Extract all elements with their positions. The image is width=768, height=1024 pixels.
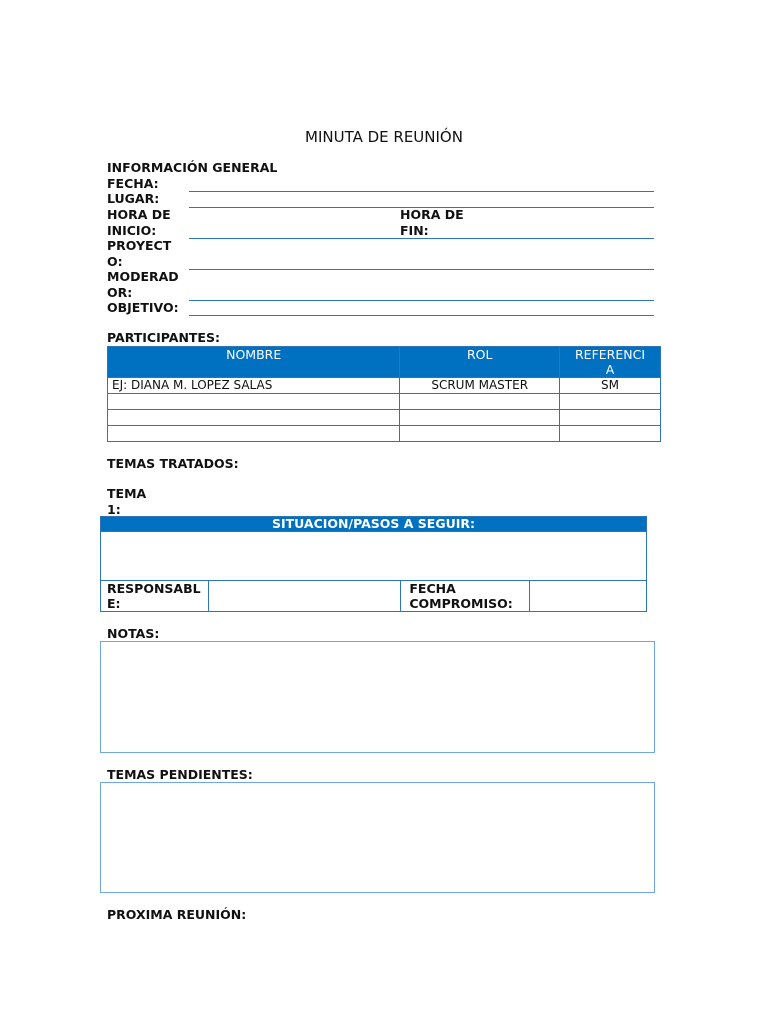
responsable-field[interactable]: [208, 581, 400, 612]
lugar-label: LUGAR:: [107, 191, 160, 206]
objetivo-field[interactable]: [189, 315, 654, 316]
responsable-row: [101, 581, 647, 612]
topics-heading: TEMAS TRATADOS:: [107, 456, 239, 471]
fecha-label: FECHA:: [107, 176, 159, 191]
participant-role[interactable]: SCRUM MASTER: [400, 378, 560, 394]
hora-inicio-field[interactable]: [189, 238, 654, 239]
situation-table: [100, 516, 647, 612]
participant-reference[interactable]: [560, 426, 661, 442]
proyecto-field[interactable]: [189, 269, 654, 270]
participant-role[interactable]: [400, 410, 560, 426]
participants-table: [107, 346, 661, 442]
moderador-field[interactable]: [189, 300, 654, 301]
participant-name[interactable]: [108, 394, 400, 410]
next-meeting-heading: PROXIMA REUNIÓN:: [107, 907, 247, 922]
participant-reference[interactable]: [560, 410, 661, 426]
participant-reference[interactable]: [560, 394, 661, 410]
column-header-referencia: REFERENCI A: [560, 347, 661, 378]
situation-header: SITUACION/PASOS A SEGUIR:: [101, 517, 647, 532]
participant-name[interactable]: [108, 410, 400, 426]
tema-label: TEMA 1:: [107, 486, 147, 517]
moderador-label: MODERAD OR:: [107, 269, 179, 300]
general-info-heading: INFORMACIÓN GENERAL: [107, 160, 278, 175]
table-row: [108, 426, 661, 442]
participant-role[interactable]: [400, 426, 560, 442]
hora-inicio-label: HORA DE INICIO:: [107, 207, 171, 238]
responsable-label: RESPONSABL E:: [101, 581, 209, 612]
situation-header-row: [101, 517, 647, 532]
participant-name[interactable]: EJ: DIANA M. LOPEZ SALAS: [108, 378, 400, 394]
fecha-compromiso-field[interactable]: [530, 581, 647, 612]
objetivo-label: OBJETIVO:: [107, 300, 179, 315]
participants-heading: PARTICIPANTES:: [107, 330, 220, 345]
table-row: [108, 394, 661, 410]
hora-fin-label: HORA DE FIN:: [400, 207, 464, 238]
participant-role[interactable]: [400, 394, 560, 410]
participant-reference[interactable]: SM: [560, 378, 661, 394]
pending-box[interactable]: [100, 782, 655, 893]
table-row: [108, 410, 661, 426]
notes-box[interactable]: [100, 641, 655, 753]
fecha-compromiso-label: FECHA COMPROMISO:: [401, 581, 530, 612]
notes-heading: NOTAS:: [107, 626, 160, 641]
participants-header-row: [108, 347, 661, 378]
table-row: [108, 378, 661, 394]
situation-body-row: [101, 532, 647, 581]
column-header-nombre: NOMBRE: [108, 347, 400, 378]
column-header-rol: ROL: [400, 347, 560, 378]
proyecto-label: PROYECT O:: [107, 238, 172, 269]
pending-heading: TEMAS PENDIENTES:: [107, 767, 253, 782]
fecha-field[interactable]: [189, 191, 654, 192]
participant-name[interactable]: [108, 426, 400, 442]
page-title: MINUTA DE REUNIÓN: [305, 128, 463, 146]
situation-body-field[interactable]: [101, 532, 647, 581]
